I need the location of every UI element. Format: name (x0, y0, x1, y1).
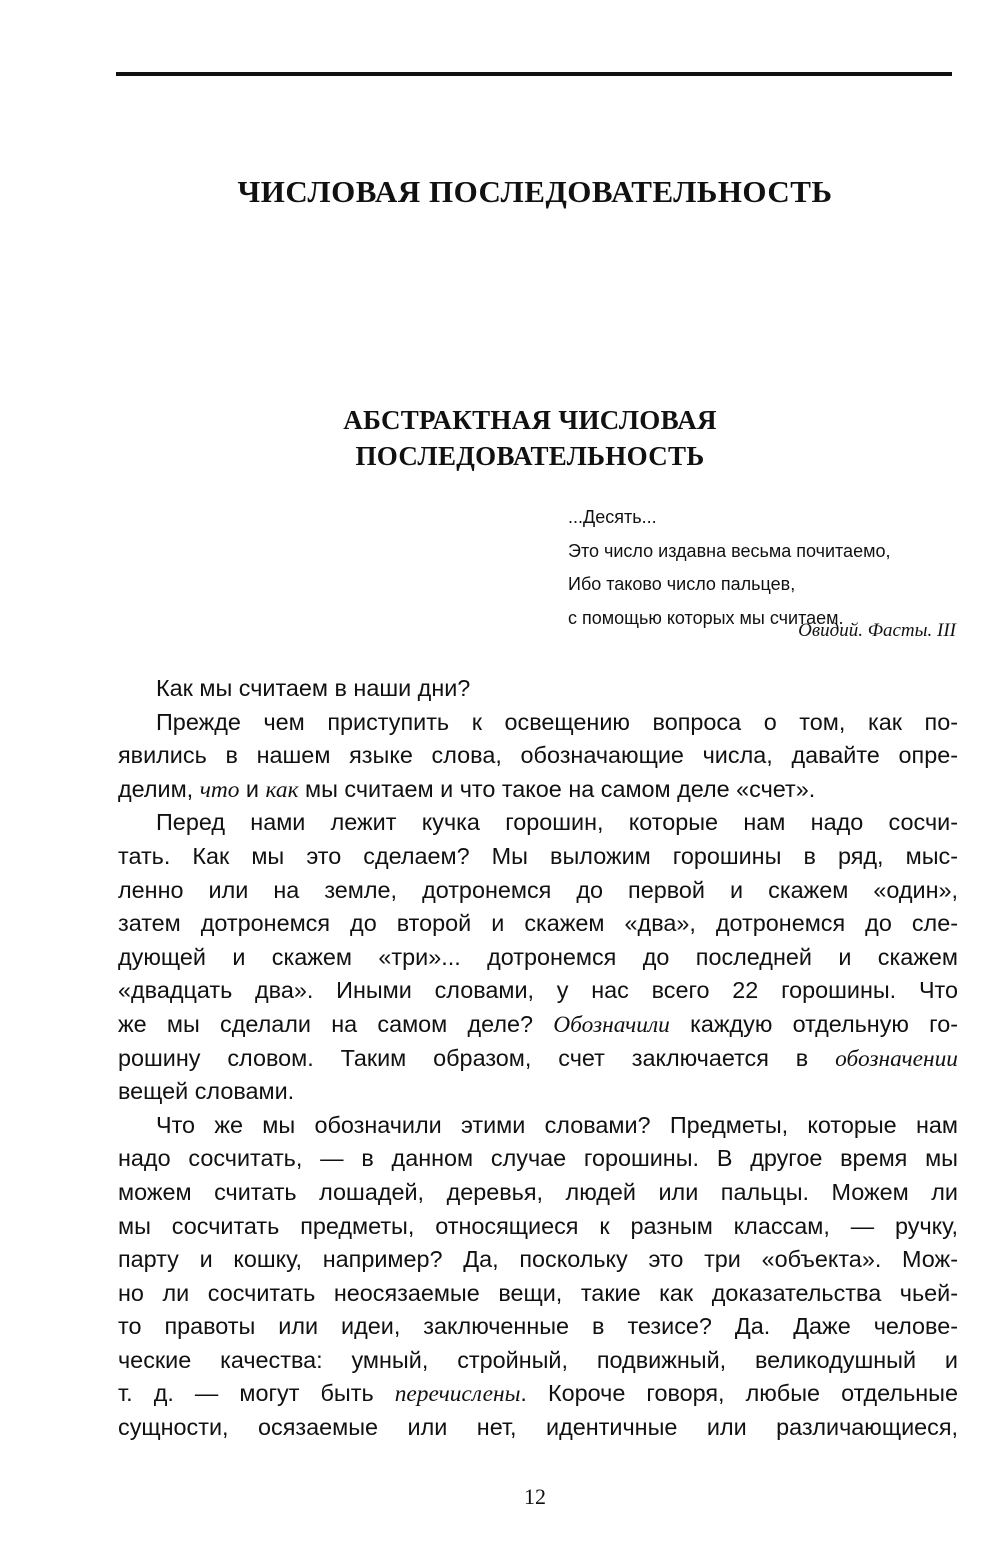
text-line: Что же мы обозначили этими словами? Предметы, которые нам (156, 1111, 958, 1138)
text-run: и (239, 775, 266, 802)
epigraph (568, 504, 958, 638)
text-line: парту и кошку, например? Да, поскольку это три «объекта». Мож- (118, 1246, 958, 1273)
text-line: затем дотронемся до второй и скажем «два», дотронемся до сле- (118, 910, 958, 937)
emphasis-word: Обозначили (553, 1011, 670, 1038)
body-text (118, 672, 958, 1445)
section-title-line-1: АБСТРАКТНАЯ ЧИСЛОВАЯ (343, 405, 717, 435)
page-number: 12 (524, 1484, 546, 1509)
epigraph-line: Ибо таково число пальцев, (568, 574, 796, 595)
text-line (118, 1042, 958, 1076)
text-run: же мы сделали на самом деле? (118, 1010, 554, 1037)
text-run: . Короче говоря, любые отдельные (520, 1380, 958, 1407)
text-line: сущности, осязаемые или нет, идентичные или различающиеся, (118, 1414, 958, 1441)
section-title (300, 402, 760, 474)
epigraph-line: ...Десять... (568, 507, 657, 527)
text-line: Как мы считаем в наши дни? (156, 675, 471, 701)
emphasis-word: обозначении (835, 1045, 958, 1072)
text-run: делим, (118, 775, 200, 802)
emphasis-word: что (199, 776, 240, 803)
emphasis-word: перечислены (394, 1381, 521, 1408)
text-line: явились в нашем языке слова, обозначающие числа, давайте опре- (118, 742, 958, 769)
text-run: т. д. — могут быть (118, 1380, 395, 1407)
emphasis-word: как (265, 776, 299, 803)
text-line: но ли сосчитать неосязаемые вещи, такие как доказательства чьей- (118, 1279, 958, 1306)
text-line: надо сосчитать, — в данном случае горошины. В другое время мы (118, 1145, 958, 1172)
text-run: каждую отдельную го- (669, 1010, 958, 1037)
epigraph-source: Овидий. Фасты. III (798, 620, 956, 641)
text-line: ческие качества: умный, стройный, подвижный, великодушный и (118, 1346, 958, 1373)
epigraph-line: с помощью которых мы считаем. (568, 607, 844, 628)
text-line: то правоты или идеи, заключенные в тезисе? Да. Даже челове- (118, 1313, 958, 1340)
text-line (118, 773, 958, 807)
top-rule (116, 72, 952, 76)
text-line (118, 1008, 958, 1042)
text-line: Прежде чем приступить к освещению вопроса о том, как по- (156, 708, 958, 735)
text-line (118, 1377, 958, 1411)
text-line: вещей словами. (118, 1078, 295, 1105)
epigraph-line: Это число издавна весьма почитаемо, (568, 540, 891, 561)
text-run: рошину словом. Таким образом, счет заключается в (118, 1044, 836, 1071)
text-line: можем считать лошадей, деревья, людей или пальцы. Можем ли (118, 1178, 958, 1205)
text-run: мы считаем и что такое на самом деле «счет». (298, 775, 816, 802)
text-line: дующей и скажем «три»... дотронемся до последней и скажем (118, 943, 958, 970)
section-title-line-2: ПОСЛЕДОВАТЕЛЬНОСТЬ (355, 441, 705, 471)
text-line: мы сосчитать предметы, относящиеся к разным классам, — ручку, (118, 1212, 958, 1239)
text-line: Перед нами лежит кучка горошин, которые нам надо сосчи- (156, 809, 958, 836)
text-line: тать. Как мы это сделаем? Мы выложим горошины в ряд, мыс- (118, 842, 958, 869)
text-line: «двадцать два». Иными словами, у нас всего 22 горошины. Что (118, 977, 958, 1004)
text-line: ленно или на земле, дотронемся до первой и скажем «один», (118, 876, 958, 903)
chapter-title: ЧИСЛОВАЯ ПОСЛЕДОВАТЕЛЬНОСТЬ (237, 174, 833, 209)
